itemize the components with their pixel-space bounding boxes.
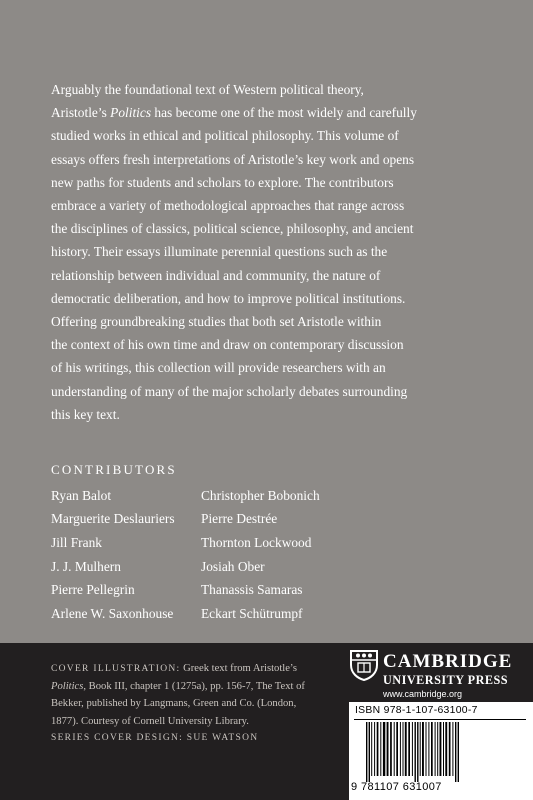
- blurb-line: the context of his own time and draw on contemporary discussion: [51, 337, 404, 353]
- cover-illustration-credit: [51, 660, 341, 730]
- blurb-line: Arguably the foundational text of Western political theory,: [51, 82, 364, 97]
- contributor-name: Marguerite Deslauriers: [51, 511, 175, 527]
- blurb-line: of his writings, this collection will provide researchers with an: [51, 360, 386, 376]
- barcode-icon: [362, 722, 526, 784]
- blurb-line: embrace a variety of methodological approaches that range across: [51, 198, 405, 214]
- shield-icon: [349, 649, 379, 681]
- isbn-text: ISBN 978-1-107-63100-7: [355, 705, 478, 716]
- credit-label: COVER ILLUSTRATION:: [51, 664, 181, 674]
- contributor-name: Eckart Schütrumpf: [201, 605, 303, 621]
- contributor-row: [51, 484, 491, 508]
- publisher-press: UNIVERSITY PRESS: [383, 673, 509, 687]
- blurb-line: understanding of many of the major scholarly debates surrounding: [51, 383, 408, 399]
- credit-line: COVER ILLUSTRATION: Greek text from Aristotle’s: [51, 663, 297, 674]
- footer-band: [0, 643, 533, 800]
- book-title: Politics: [110, 105, 152, 121]
- contributor-name: J. J. Mulhern: [51, 558, 121, 574]
- contributor-name: Pierre Destrée: [201, 511, 278, 527]
- credit-line: Bekker, published by Langmans, Green and Co. (London,: [51, 698, 297, 710]
- contributor-row: [51, 555, 491, 579]
- blurb-line: studied works in ethical and political philosophy. This volume of: [51, 128, 399, 144]
- contributor-name: Pierre Pellegrin: [51, 582, 135, 598]
- contributor-row: [51, 578, 491, 602]
- publisher-website: www.cambridge.org: [383, 689, 463, 699]
- contributor-row: [51, 531, 491, 555]
- contributor-name: Thanassis Samaras: [201, 582, 303, 598]
- contributor-name: Thornton Lockwood: [201, 534, 312, 550]
- blurb-line: new paths for students and scholars to explore. The contributors: [51, 174, 394, 190]
- contributor-name: Arlene W. Saxonhouse: [51, 605, 174, 621]
- credit-line: 1877). Courtesy of Cornell University Library.: [51, 715, 249, 727]
- blurb-line: essays offers fresh interpretations of Aristotle’s key work and opens: [51, 151, 415, 167]
- contributor-row: [51, 602, 491, 626]
- barcode-digits: 9 781107 631007: [351, 781, 442, 793]
- book-description: [51, 78, 491, 426]
- blurb-line: history. Their essays illuminate perennial questions such as the: [51, 244, 388, 260]
- blurb-line: Aristotle’s Politics has become one of the most widely and carefully: [51, 105, 417, 121]
- blurb-line: relationship between individual and community, the nature of: [51, 267, 381, 283]
- publisher-name: CAMBRIDGE: [383, 651, 513, 672]
- contributors-list: [51, 484, 491, 626]
- blurb-line: Offering groundbreaking studies that both set Aristotle within: [51, 314, 382, 330]
- contributor-name: Josiah Ober: [201, 558, 265, 574]
- contributor-name: Christopher Bobonich: [201, 487, 320, 503]
- blurb-line: the disciplines of classics, political science, philosophy, and ancient: [51, 221, 414, 237]
- contributor-name: Ryan Balot: [51, 487, 112, 503]
- contributors-heading: CONTRIBUTORS: [51, 462, 177, 477]
- isbn-underline: [354, 719, 526, 720]
- series-cover-design-credit: SERIES COVER DESIGN: SUE WATSON: [51, 733, 259, 743]
- blurb-line: this key text.: [51, 406, 120, 422]
- contributor-name: Jill Frank: [51, 534, 102, 550]
- credit-line: Politics, Book III, chapter 1 (1275a), pp. 156-7, The Text of: [51, 681, 305, 693]
- barcode-panel: [349, 702, 533, 800]
- contributor-row: [51, 508, 491, 532]
- blurb-line: democratic deliberation, and how to improve political institutions.: [51, 290, 406, 306]
